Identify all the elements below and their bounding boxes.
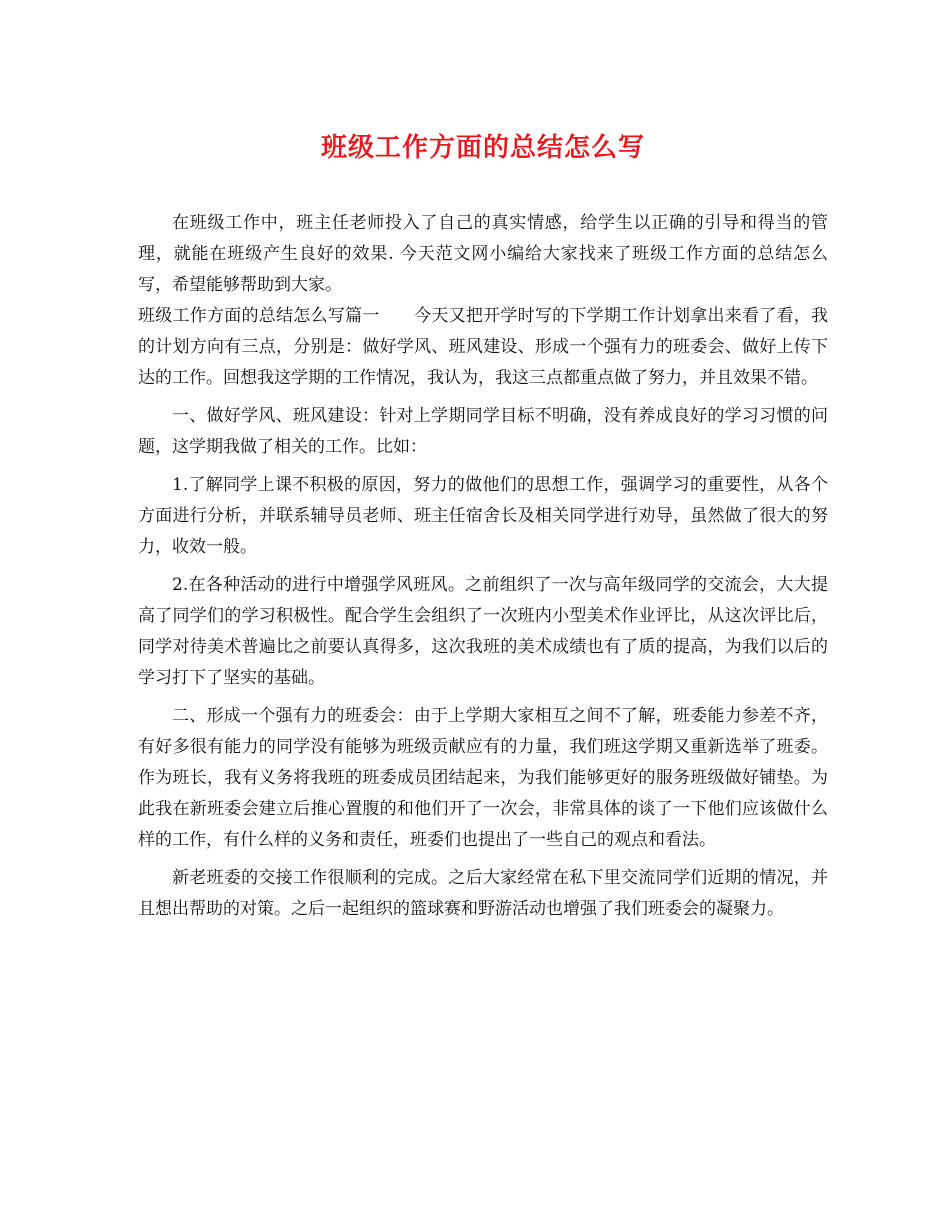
document-page (138, 128, 828, 925)
paragraph-item-two: 2.在各种活动的进行中增强学风班风。之前组织了一次与高年级同学的交流会，大大提高了同学们的学习积极性。配合学生会组织了一次班内小型美术作业评比，从这次评比后，同学对待美术普遍比之前要认真得多，这次我班的美术成绩也有了质的提高，为我们以后的学习打下了坚实的基础。 (138, 575, 828, 688)
paragraph-section-one-heading: 班级工作方面的总结怎么写篇一 今天又把开学时写的下学期工作计划拿出来看了看，我的计划方向有三点，分别是：做好学风、班风建设、形成一个强有力的班委会、做好上传下达的工作。回想我这学期的工作情况，我认为，我这三点都重点做了努力，并且效果不错。 (138, 306, 828, 388)
paragraph-item-one: 1.了解同学上课不积极的原因，努力的做他们的思想工作，强调学习的重要性，从各个方面进行分析，并联系辅导员老师、班主任宿舍长及相关同学进行劝导，虽然做了很大的努力，收效一般。 (138, 475, 828, 557)
paragraph-closing: 新老班委的交接工作很顺利的完成。之后大家经常在私下里交流同学们近期的情况，并且想出帮助的对策。之后一起组织的篮球赛和野游活动也增强了我们班委会的凝聚力。 (138, 868, 828, 919)
paragraph-point-two: 二、形成一个强有力的班委会：由于上学期大家相互之间不了解，班委能力参差不齐，有好多很有能力的同学没有能够为班级贡献应有的力量，我们班这学期又重新选举了班委。作为班长，我有义务将我班的班委成员团结起来，为我们能够更好的服务班级做好铺垫。为此我在新班委会建立后推心置腹的和他们开了一次会，非常具体的谈了一下他们应该做什么样的工作，有什么样的义务和责任，班委们也提出了一些自己的观点和看法。 (138, 706, 828, 850)
document-body (138, 208, 828, 925)
paragraph-point-one: 一、做好学风、班风建设：针对上学期同学目标不明确，没有养成良好的学习习惯的问题，这学期我做了相关的工作。比如： (138, 406, 828, 457)
paragraph-intro: 在班级工作中，班主任老师投入了自己的真实情感，给学生以正确的引导和得当的管理，就能在班级产生良好的效果. 今天范文网小编给大家找来了班级工作方面的总结怎么写，希望能够帮助到大家。 (138, 213, 828, 295)
document-title: 班级工作方面的总结怎么写 (320, 133, 645, 163)
